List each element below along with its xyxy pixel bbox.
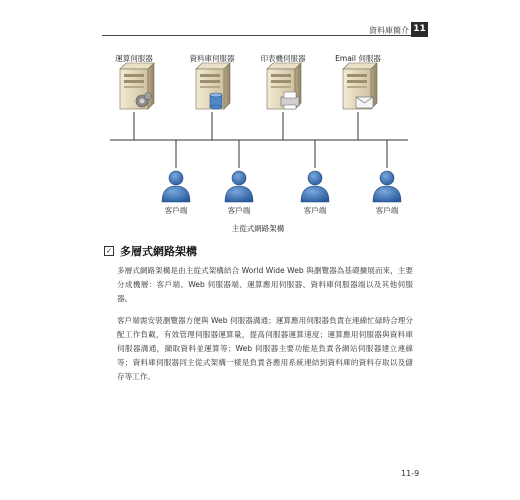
server-label: Email 伺服器 [335,54,381,63]
network-lines [110,112,408,168]
client-label: 客戶端 [303,206,327,215]
server-database-icon [196,63,230,109]
body-paragraph: 多層式網路架構是由主從式架構結合 World Wide Web 與瀏覽器為基礎擴展而來，主要分成機層：客戶端、Web 伺服器端、運算應用伺服器、資料庫伺服器端以及其他伺服器。 [117,266,413,303]
section-heading [104,243,197,259]
client-label: 客戶端 [164,206,188,215]
figure-caption: 主從式網路架構 [231,224,285,233]
client-label: 客戶端 [227,206,251,215]
server-mail-icon [343,63,377,109]
client-user-icon [373,171,401,202]
client-label: 客戶端 [375,206,399,215]
running-header-title: 資料庫簡介 [369,26,409,35]
checkbox-icon: ✓ [104,246,114,256]
page-number: 11-9 [401,469,420,478]
chapter-badge: 11 [411,22,428,37]
server-gear-icon [120,63,154,109]
server-label: 印表機伺服器 [260,54,306,63]
server-label: 運算伺服器 [115,54,153,63]
server-label: 資料庫伺服器 [189,54,235,63]
client-user-icon [225,171,253,202]
server-printer-icon [267,63,301,109]
body-paragraph: 客戶端需安裝瀏覽器方便與 Web 伺服器溝通；運算應用伺服器負責在連線忙碌時合理分配工作負載，有效管理伺服器運算量，提高伺服器運算速度；運算應用伺服器與資料庫伺服器溝通，擷取資料並運算等；Web 伺服器主要功能是負責各網站伺服器建立連線等；資料庫伺服器同主從式架構一樣是負責各應用系統連結到資料庫的資料存取以及儲存等工作。 [117,316,413,381]
section-title: 多層式網路架構 [120,245,197,258]
client-user-icon [162,171,190,202]
client-user-icon [301,171,329,202]
